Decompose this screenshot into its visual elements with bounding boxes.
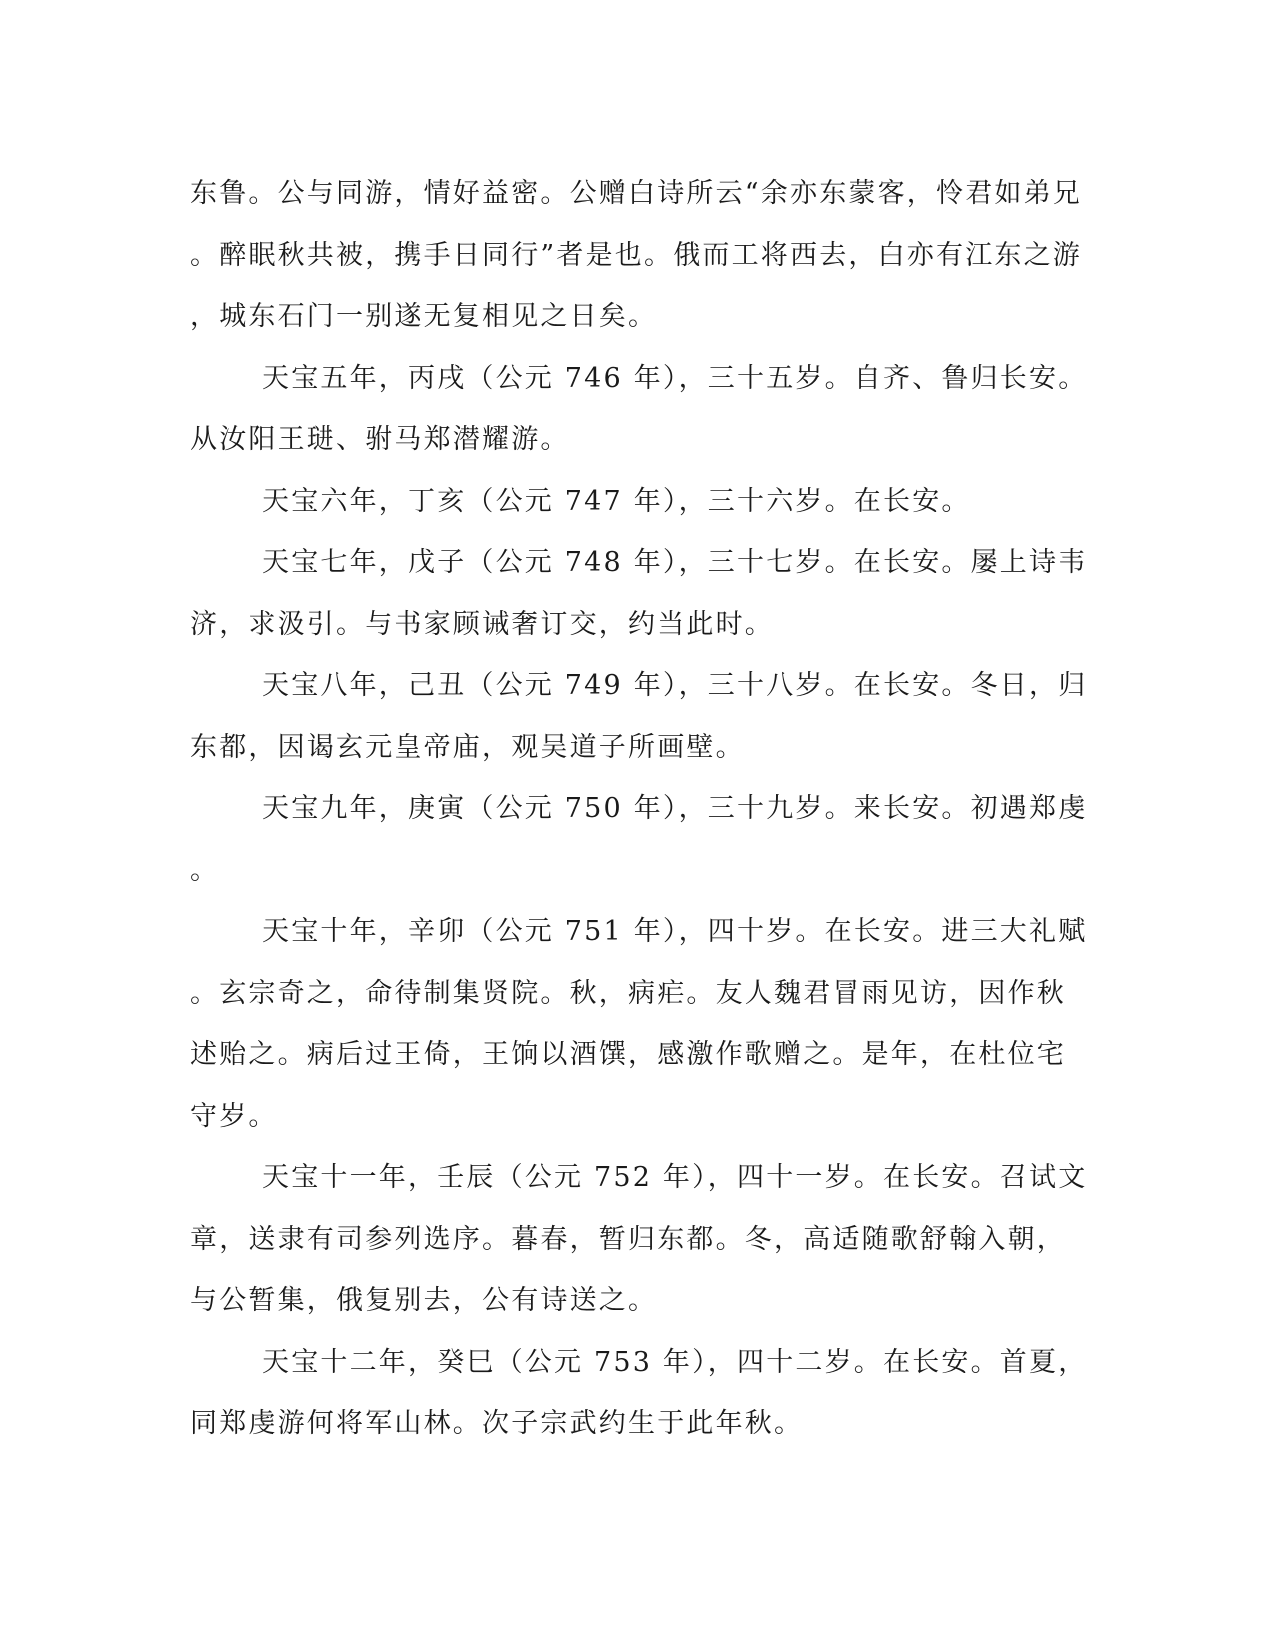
text-line: 从汝阳王琎、驸马郑潜耀游。 <box>190 424 570 455</box>
text-line: 天宝六年，丁亥（公元 747 年），三十六岁。在长安。 <box>262 485 971 517</box>
text-line: 天宝七年，戊子（公元 748 年），三十七岁。在长安。屡上诗韦 <box>262 547 1088 578</box>
text-line: 同郑虔游何将军山林。次子宗武约生于此年秋。 <box>190 1408 804 1439</box>
text-line: 天宝十年，辛卯（公元 751 年），四十岁。在长安。进三大礼赋 <box>262 916 1088 947</box>
text-line: 章，送隶有司参列选序。暮春，暂归东都。冬，高适随歌舒翰入朝， <box>190 1223 1066 1255</box>
text-line: 天宝五年，丙戌（公元 746 年），三十五岁。自齐、鲁归长安。 <box>262 362 1088 394</box>
text-line: 济，求汲引。与书家顾诫奢订交，约当此时。 <box>190 608 774 640</box>
text-line: ，城东石门一别遂无复相见之日矣。 <box>190 301 658 332</box>
text-line: 天宝十一年，壬辰（公元 752 年），四十一岁。在长安。召试文 <box>262 1162 1088 1193</box>
text-line: 东都，因谒玄元皇帝庙，观吴道子所画壁。 <box>190 731 745 763</box>
text-line: 。玄宗奇之，命待制集贤院。秋，病疟。友人魏君冒雨见访，因作秋 <box>190 977 1066 1009</box>
text-line: 天宝八年，己丑（公元 749 年），三十八岁。在长安。冬日，归 <box>262 670 1088 701</box>
text-line: 。醉眠秋共被，携手日同行”者是也。俄而工将西去，白亦有江东之游 <box>190 239 1083 271</box>
text-line: 述贻之。病后过王倚，王饷以酒馔，感激作歌赠之。是年，在杜位宅 <box>190 1039 1066 1070</box>
text-line: 与公暂集，俄复别去，公有诗送之。 <box>190 1285 658 1316</box>
text-line: 。 <box>190 854 220 886</box>
text-line: 守岁。 <box>190 1100 278 1132</box>
text-line: 天宝十二年，癸巳（公元 753 年），四十二岁。在长安。首夏， <box>262 1346 1088 1378</box>
document-body <box>190 163 1090 1455</box>
text-line: 天宝九年，庚寅（公元 750 年），三十九岁。来长安。初遇郑虔 <box>262 793 1088 824</box>
text-line: 东鲁。公与同游，情好益密。公赠白诗所云“余亦东蒙客，怜君如弟兄 <box>190 178 1083 209</box>
